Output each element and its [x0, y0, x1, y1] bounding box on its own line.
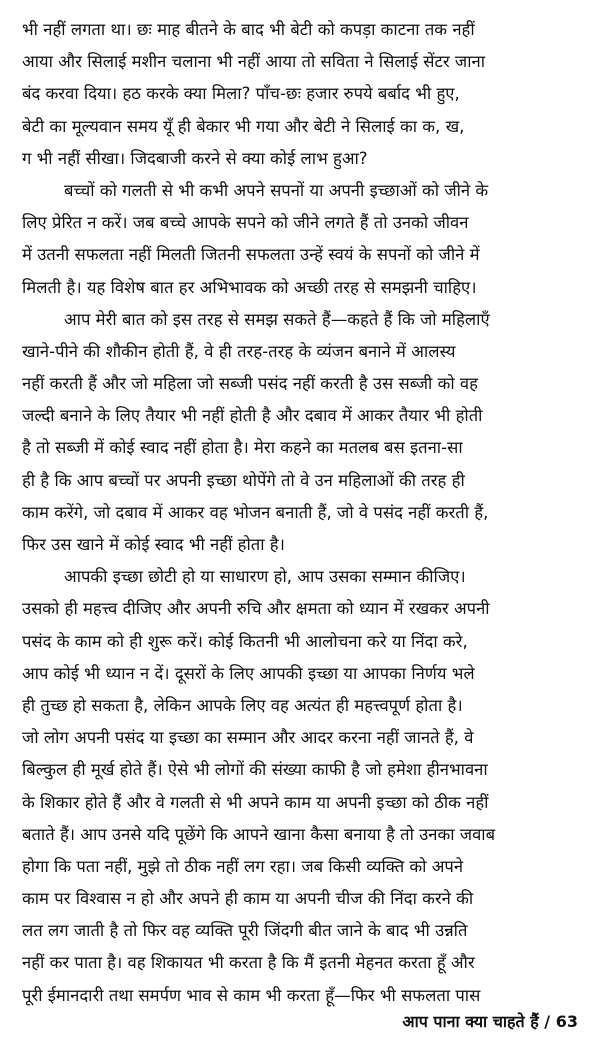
- page-footer: आप पाना क्या चाहते हैं / 63: [402, 1012, 578, 1031]
- text-line: उसको ही महत्त्व दीजिए और अपनी रुचि और क्षमता को ध्यान में रखकर अपनी: [22, 599, 490, 619]
- text-line: जो लोग अपनी पसंद या इच्छा का सम्मान और आदर करना नहीं जानते हैं, वे: [22, 728, 474, 748]
- text-line: नहीं करती हैं और जो महिला जो सब्जी पसंद नहीं करती है उस सब्जी को वह: [22, 374, 478, 394]
- text-line: जल्दी बनाने के लिए तैयार भी नहीं होती है और दबाव में आकर तैयार भी होती: [22, 406, 483, 426]
- text-line: बताते हैं। आप उनसे यदि पूछेंगे कि आपने खाना कैसा बनाया है तो उनका जवाब: [22, 824, 496, 844]
- text-line: पसंद के काम को ही शुरू करें। कोई कितनी भी आलोचना करे या निंदा करे,: [22, 631, 468, 651]
- text-line: है तो सब्जी में कोई स्वाद नहीं होता है। मेरा कहने का मतलब बस इतना-सा: [22, 438, 463, 458]
- text-line: के शिकार होते हैं और वे गलती से भी अपने काम या अपनी इच्छा को ठीक नहीं: [22, 792, 489, 812]
- text-line: लत लग जाती है तो फिर वह व्यक्ति पूरी जिंदगी बीत जाने के बाद भी उन्नति: [22, 921, 468, 941]
- text-line: लिए प्रेरित न करें। जब बच्चे आपके सपने को जीने लगते हैं तो उनको जीवन: [22, 213, 469, 233]
- text-line: ही है कि आप बच्चों पर अपनी इच्छा थोपेंगे तो वे उन महिलाओं की तरह ही: [22, 470, 465, 490]
- text-line: मिलती है। यह विशेष बात हर अभिभावक को अच्छी तरह से समझनी चाहिए।: [22, 277, 477, 297]
- text-line: बच्चों को गलती से भी कभी अपने सपनों या अपनी इच्छाओं को जीने के: [64, 180, 489, 200]
- text-line: ही तुच्छ हो सकता है, लेकिन आपके लिए वह अत्यंत ही महत्त्वपूर्ण होता है।: [22, 695, 463, 715]
- text-line: होगा कि पता नहीं, मुझे तो ठीक नहीं लग रहा। जब किसी व्यक्ति को अपने: [22, 856, 464, 876]
- text-line: बिल्कुल ही मूर्ख होते हैं। ऐसे भी लोगों की संख्या काफी है जो हमेशा हीनभावना: [22, 760, 488, 780]
- text-line: खाने-पीने की शौकीन होती हैं, वे ही तरह-तरह के व्यंजन बनाने में आलस्य: [22, 341, 456, 361]
- text-line: आप मेरी बात को इस तरह से समझ सकते हैं—कहते हैं कि जो महिलाएँ: [64, 309, 490, 329]
- text-line: आपकी इच्छा छोटी हो या साधारण हो, आप उसका सम्मान कीजिए।: [64, 567, 466, 587]
- text-line: फिर उस खाने में कोई स्वाद भी नहीं होता है।: [22, 535, 285, 554]
- text-line: आप कोई भी ध्यान न दें। दूसरों के लिए आपकी इच्छा या आपका निर्णय भले: [22, 663, 475, 683]
- text-line: ग भी नहीं सीखा। जिदबाजी करने से क्या कोई लाभ हुआ?: [22, 148, 368, 168]
- text-line: काम पर विश्वास न हो और अपने ही काम या अपनी चीज की निंदा करने की: [22, 889, 474, 909]
- text-line: आया और सिलाई मशीन चलाना भी नहीं आया तो सविता ने सिलाई सेंटर जाना: [22, 52, 486, 72]
- text-line: नहीं कर पाता है। वह शिकायत भी करता है कि मैं इतनी मेहनत करता हूँ और: [22, 953, 475, 973]
- text-line: बंद करवा दिया। हठ करके क्या मिला? पाँच-छः हजार रुपये बर्बाद भी हुए,: [22, 84, 460, 104]
- text-line: भी नहीं लगता था। छः माह बीतने के बाद भी बेटी को कपड़ा काटना तक नहीं: [22, 20, 475, 39]
- text-line: पूरी ईमानदारी तथा समर्पण भाव से काम भी करता हूँ—फिर भी सफलता पास: [22, 985, 481, 1005]
- text-line: बेटी का मूल्यवान समय यूँ ही बेकार भी गया और बेटी ने सिलाई का क, ख,: [22, 116, 465, 136]
- text-line: काम करेंगे, जो दबाव में आकर वह भोजन बनाती हैं, जो वे पसंद नहीं करती हैं,: [22, 502, 489, 522]
- text-line: में उतनी सफलता नहीं मिलती जितनी सफलता उन्हें स्वयं के सपनों को जीने में: [22, 245, 480, 265]
- body-text: [22, 14, 576, 1012]
